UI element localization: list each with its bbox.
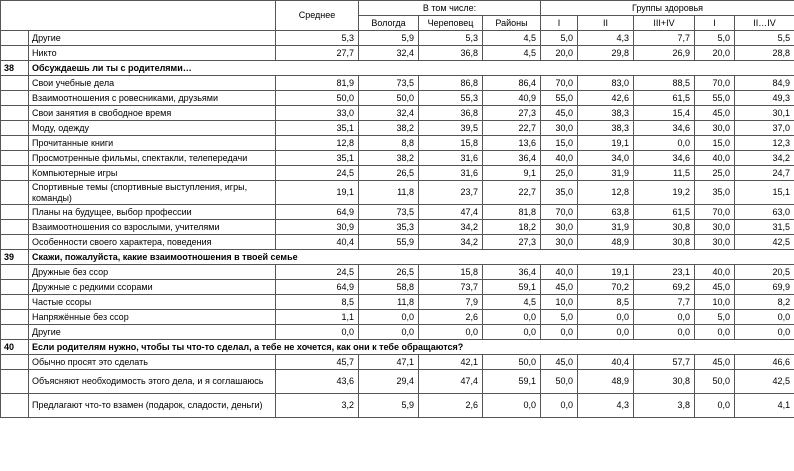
value-cell: 70,2	[578, 280, 634, 295]
value-cell: 8,5	[578, 295, 634, 310]
value-cell: 40,0	[695, 265, 735, 280]
value-cell: 23,7	[419, 181, 483, 205]
row-label: Взаимоотношения со взрослыми, учителями	[29, 220, 276, 235]
value-cell: 58,8	[359, 280, 419, 295]
row-label: Другие	[29, 325, 276, 340]
value-cell: 11,5	[634, 166, 695, 181]
value-cell: 61,5	[634, 205, 695, 220]
value-cell: 63,8	[578, 205, 634, 220]
value-cell: 40,4	[276, 235, 359, 250]
header-blank	[1, 1, 276, 31]
row-label: Планы на будущее, выбор профессии	[29, 205, 276, 220]
value-cell: 34,2	[419, 235, 483, 250]
table-row	[1, 121, 794, 136]
value-cell: 15,1	[735, 181, 794, 205]
value-cell: 48,9	[578, 235, 634, 250]
value-cell: 42,5	[735, 235, 794, 250]
value-cell: 4,1	[735, 394, 794, 418]
row-label: Свои учебные дела	[29, 76, 276, 91]
question-number: 39	[1, 250, 29, 265]
value-cell: 55,0	[541, 91, 578, 106]
value-cell: 0,0	[634, 310, 695, 325]
value-cell: 4,5	[483, 295, 541, 310]
value-cell: 61,5	[634, 91, 695, 106]
value-cell: 30,8	[634, 220, 695, 235]
value-cell: 42,1	[419, 355, 483, 370]
row-index-cell	[1, 121, 29, 136]
value-cell: 5,5	[735, 31, 794, 46]
row-index-cell	[1, 355, 29, 370]
value-cell: 4,5	[483, 46, 541, 61]
value-cell: 27,7	[276, 46, 359, 61]
value-cell: 15,0	[695, 136, 735, 151]
value-cell: 70,0	[695, 76, 735, 91]
question-row	[1, 340, 794, 355]
value-cell: 5,0	[541, 31, 578, 46]
table-row	[1, 205, 794, 220]
value-cell: 86,8	[419, 76, 483, 91]
row-index-cell	[1, 91, 29, 106]
value-cell: 25,0	[541, 166, 578, 181]
row-index-cell	[1, 394, 29, 418]
row-index-cell	[1, 325, 29, 340]
value-cell: 42,5	[735, 370, 794, 394]
value-cell: 59,1	[483, 370, 541, 394]
value-cell: 30,8	[634, 235, 695, 250]
value-cell: 29,4	[359, 370, 419, 394]
value-cell: 19,2	[634, 181, 695, 205]
table-body	[1, 31, 794, 418]
value-cell: 0,0	[541, 325, 578, 340]
value-cell: 26,9	[634, 46, 695, 61]
value-cell: 30,8	[634, 370, 695, 394]
value-cell: 47,4	[419, 205, 483, 220]
header-row-1	[1, 1, 794, 16]
value-cell: 30,0	[541, 220, 578, 235]
row-index-cell	[1, 265, 29, 280]
value-cell: 0,0	[634, 136, 695, 151]
value-cell: 0,0	[735, 325, 794, 340]
question-text: Обсуждаешь ли ты с родителями…	[29, 61, 794, 76]
row-label: Просмотренные фильмы, спектакли, телепередачи	[29, 151, 276, 166]
value-cell: 36,4	[483, 151, 541, 166]
value-cell: 81,9	[276, 76, 359, 91]
value-cell: 0,0	[634, 325, 695, 340]
table-row	[1, 265, 794, 280]
header-cherepovets: Череповец	[419, 16, 483, 31]
table-row	[1, 235, 794, 250]
value-cell: 0,0	[735, 310, 794, 325]
value-cell: 34,2	[735, 151, 794, 166]
value-cell: 19,1	[276, 181, 359, 205]
value-cell: 7,7	[634, 31, 695, 46]
row-index-cell	[1, 166, 29, 181]
value-cell: 69,2	[634, 280, 695, 295]
table-row	[1, 91, 794, 106]
value-cell: 73,5	[359, 76, 419, 91]
value-cell: 34,6	[634, 151, 695, 166]
header-group-i-2: I	[695, 16, 735, 31]
value-cell: 31,9	[578, 220, 634, 235]
value-cell: 4,5	[483, 31, 541, 46]
value-cell: 5,3	[419, 31, 483, 46]
value-cell: 47,4	[419, 370, 483, 394]
value-cell: 19,1	[578, 265, 634, 280]
value-cell: 50,0	[541, 370, 578, 394]
value-cell: 8,5	[276, 295, 359, 310]
value-cell: 0,0	[483, 394, 541, 418]
value-cell: 26,5	[359, 166, 419, 181]
value-cell: 46,6	[735, 355, 794, 370]
value-cell: 12,8	[276, 136, 359, 151]
table-row	[1, 325, 794, 340]
value-cell: 38,2	[359, 151, 419, 166]
value-cell: 0,0	[541, 394, 578, 418]
value-cell: 33,0	[276, 106, 359, 121]
value-cell: 40,4	[578, 355, 634, 370]
header-including: В том числе:	[359, 1, 541, 16]
value-cell: 84,9	[735, 76, 794, 91]
value-cell: 28,8	[735, 46, 794, 61]
value-cell: 47,1	[359, 355, 419, 370]
value-cell: 32,4	[359, 106, 419, 121]
value-cell: 25,0	[695, 166, 735, 181]
value-cell: 12,3	[735, 136, 794, 151]
value-cell: 24,7	[735, 166, 794, 181]
value-cell: 36,4	[483, 265, 541, 280]
row-index-cell	[1, 235, 29, 250]
value-cell: 38,3	[578, 106, 634, 121]
value-cell: 36,8	[419, 46, 483, 61]
header-group-ii: II	[578, 16, 634, 31]
value-cell: 3,2	[276, 394, 359, 418]
value-cell: 20,0	[541, 46, 578, 61]
value-cell: 0,0	[578, 310, 634, 325]
table-row	[1, 220, 794, 235]
row-index-cell	[1, 181, 29, 205]
value-cell: 40,0	[541, 151, 578, 166]
value-cell: 39,5	[419, 121, 483, 136]
value-cell: 35,1	[276, 121, 359, 136]
value-cell: 8,2	[735, 295, 794, 310]
value-cell: 27,3	[483, 106, 541, 121]
table-row	[1, 76, 794, 91]
row-label: Особенности своего характера, поведения	[29, 235, 276, 250]
row-label: Никто	[29, 46, 276, 61]
row-label: Свои занятия в свободное время	[29, 106, 276, 121]
value-cell: 45,0	[541, 106, 578, 121]
row-index-cell	[1, 280, 29, 295]
value-cell: 5,0	[695, 310, 735, 325]
row-label: Дружные без ссор	[29, 265, 276, 280]
value-cell: 0,0	[359, 310, 419, 325]
value-cell: 70,0	[695, 205, 735, 220]
value-cell: 35,3	[359, 220, 419, 235]
value-cell: 30,0	[695, 220, 735, 235]
header-vologda: Вологда	[359, 16, 419, 31]
question-text: Если родителям нужно, чтобы ты что-то сделал, а тебе не хочется, как они к тебе обращаются?	[29, 340, 794, 355]
value-cell: 0,0	[419, 325, 483, 340]
value-cell: 35,0	[541, 181, 578, 205]
row-label: Другие	[29, 31, 276, 46]
value-cell: 2,6	[419, 310, 483, 325]
value-cell: 59,1	[483, 280, 541, 295]
value-cell: 40,0	[541, 265, 578, 280]
table-row	[1, 295, 794, 310]
value-cell: 42,6	[578, 91, 634, 106]
row-index-cell	[1, 295, 29, 310]
question-text: Скажи, пожалуйста, какие взаимоотношения в твоей семье	[29, 250, 794, 265]
header-districts: Районы	[483, 16, 541, 31]
row-label: Компьютерные игры	[29, 166, 276, 181]
value-cell: 5,9	[359, 394, 419, 418]
value-cell: 38,3	[578, 121, 634, 136]
value-cell: 45,7	[276, 355, 359, 370]
value-cell: 0,0	[578, 325, 634, 340]
table-row	[1, 136, 794, 151]
value-cell: 31,6	[419, 151, 483, 166]
value-cell: 35,1	[276, 151, 359, 166]
question-row	[1, 61, 794, 76]
value-cell: 30,1	[735, 106, 794, 121]
row-index-cell	[1, 31, 29, 46]
value-cell: 0,0	[695, 325, 735, 340]
value-cell: 18,2	[483, 220, 541, 235]
table-row	[1, 280, 794, 295]
header-group-ii-iv: II…IV	[735, 16, 794, 31]
value-cell: 45,0	[695, 355, 735, 370]
value-cell: 69,9	[735, 280, 794, 295]
row-index-cell	[1, 106, 29, 121]
value-cell: 34,6	[634, 121, 695, 136]
value-cell: 81,8	[483, 205, 541, 220]
header-group-i: I	[541, 16, 578, 31]
value-cell: 31,6	[419, 166, 483, 181]
value-cell: 26,5	[359, 265, 419, 280]
value-cell: 22,7	[483, 121, 541, 136]
value-cell: 45,0	[695, 280, 735, 295]
value-cell: 24,5	[276, 265, 359, 280]
value-cell: 24,5	[276, 166, 359, 181]
value-cell: 15,8	[419, 136, 483, 151]
question-number: 40	[1, 340, 29, 355]
row-label: Предлагают что-то взамен (подарок, сладости, деньги)	[29, 394, 276, 418]
value-cell: 0,0	[276, 325, 359, 340]
value-cell: 13,6	[483, 136, 541, 151]
value-cell: 31,5	[735, 220, 794, 235]
value-cell: 20,0	[695, 46, 735, 61]
value-cell: 32,4	[359, 46, 419, 61]
value-cell: 0,0	[359, 325, 419, 340]
row-index-cell	[1, 310, 29, 325]
value-cell: 30,0	[695, 235, 735, 250]
row-label: Взаимоотношения с ровесниками, друзьями	[29, 91, 276, 106]
value-cell: 7,9	[419, 295, 483, 310]
table-row	[1, 181, 794, 205]
value-cell: 86,4	[483, 76, 541, 91]
table-row	[1, 31, 794, 46]
value-cell: 29,8	[578, 46, 634, 61]
value-cell: 7,7	[634, 295, 695, 310]
value-cell: 8,8	[359, 136, 419, 151]
value-cell: 70,0	[541, 205, 578, 220]
value-cell: 19,1	[578, 136, 634, 151]
value-cell: 4,3	[578, 394, 634, 418]
row-index-cell	[1, 76, 29, 91]
value-cell: 11,8	[359, 295, 419, 310]
table-row	[1, 166, 794, 181]
value-cell: 55,3	[419, 91, 483, 106]
value-cell: 4,3	[578, 31, 634, 46]
value-cell: 38,2	[359, 121, 419, 136]
value-cell: 5,9	[359, 31, 419, 46]
value-cell: 35,0	[695, 181, 735, 205]
value-cell: 12,8	[578, 181, 634, 205]
value-cell: 55,9	[359, 235, 419, 250]
value-cell: 30,0	[541, 235, 578, 250]
value-cell: 15,8	[419, 265, 483, 280]
value-cell: 2,6	[419, 394, 483, 418]
value-cell: 37,0	[735, 121, 794, 136]
table-row	[1, 355, 794, 370]
question-row	[1, 250, 794, 265]
value-cell: 36,8	[419, 106, 483, 121]
row-label: Частые ссоры	[29, 295, 276, 310]
value-cell: 64,9	[276, 280, 359, 295]
row-label: Спортивные темы (спортивные выступления, игры, команды)	[29, 181, 276, 205]
value-cell: 50,0	[276, 91, 359, 106]
row-index-cell	[1, 205, 29, 220]
value-cell: 31,9	[578, 166, 634, 181]
value-cell: 34,0	[578, 151, 634, 166]
value-cell: 11,8	[359, 181, 419, 205]
row-label: Объясняют необходимость этого дела, и я соглашаюсь	[29, 370, 276, 394]
value-cell: 27,3	[483, 235, 541, 250]
value-cell: 20,5	[735, 265, 794, 280]
header-group-iii-iv: III+IV	[634, 16, 695, 31]
value-cell: 30,0	[541, 121, 578, 136]
header-health-groups: Группы здоровья	[541, 1, 794, 16]
value-cell: 9,1	[483, 166, 541, 181]
value-cell: 10,0	[695, 295, 735, 310]
value-cell: 15,0	[541, 136, 578, 151]
value-cell: 49,3	[735, 91, 794, 106]
value-cell: 34,2	[419, 220, 483, 235]
row-label: Обычно просят это сделать	[29, 355, 276, 370]
value-cell: 0,0	[483, 310, 541, 325]
value-cell: 22,7	[483, 181, 541, 205]
value-cell: 45,0	[695, 106, 735, 121]
value-cell: 23,1	[634, 265, 695, 280]
value-cell: 40,9	[483, 91, 541, 106]
row-label: Напряжённые без ссор	[29, 310, 276, 325]
table-row	[1, 370, 794, 394]
value-cell: 45,0	[541, 280, 578, 295]
row-index-cell	[1, 46, 29, 61]
row-index-cell	[1, 370, 29, 394]
value-cell: 70,0	[541, 76, 578, 91]
row-index-cell	[1, 220, 29, 235]
table-row	[1, 151, 794, 166]
value-cell: 55,0	[695, 91, 735, 106]
question-number: 38	[1, 61, 29, 76]
value-cell: 0,0	[695, 394, 735, 418]
value-cell: 50,0	[695, 370, 735, 394]
row-index-cell	[1, 151, 29, 166]
value-cell: 40,0	[695, 151, 735, 166]
value-cell: 43,6	[276, 370, 359, 394]
value-cell: 50,0	[359, 91, 419, 106]
value-cell: 5,0	[541, 310, 578, 325]
value-cell: 3,8	[634, 394, 695, 418]
value-cell: 50,0	[483, 355, 541, 370]
value-cell: 64,9	[276, 205, 359, 220]
table-row	[1, 310, 794, 325]
value-cell: 88,5	[634, 76, 695, 91]
value-cell: 30,9	[276, 220, 359, 235]
value-cell: 0,0	[483, 325, 541, 340]
value-cell: 57,7	[634, 355, 695, 370]
value-cell: 48,9	[578, 370, 634, 394]
value-cell: 10,0	[541, 295, 578, 310]
row-label: Моду, одежду	[29, 121, 276, 136]
table-row	[1, 46, 794, 61]
row-label: Дружные с редкими ссорами	[29, 280, 276, 295]
value-cell: 73,5	[359, 205, 419, 220]
header-average: Среднее	[276, 1, 359, 31]
value-cell: 73,7	[419, 280, 483, 295]
value-cell: 83,0	[578, 76, 634, 91]
value-cell: 5,3	[276, 31, 359, 46]
table-row	[1, 394, 794, 418]
value-cell: 45,0	[541, 355, 578, 370]
row-index-cell	[1, 136, 29, 151]
table-row	[1, 106, 794, 121]
row-label: Прочитанные книги	[29, 136, 276, 151]
value-cell: 15,4	[634, 106, 695, 121]
value-cell: 1,1	[276, 310, 359, 325]
value-cell: 63,0	[735, 205, 794, 220]
value-cell: 5,0	[695, 31, 735, 46]
value-cell: 30,0	[695, 121, 735, 136]
